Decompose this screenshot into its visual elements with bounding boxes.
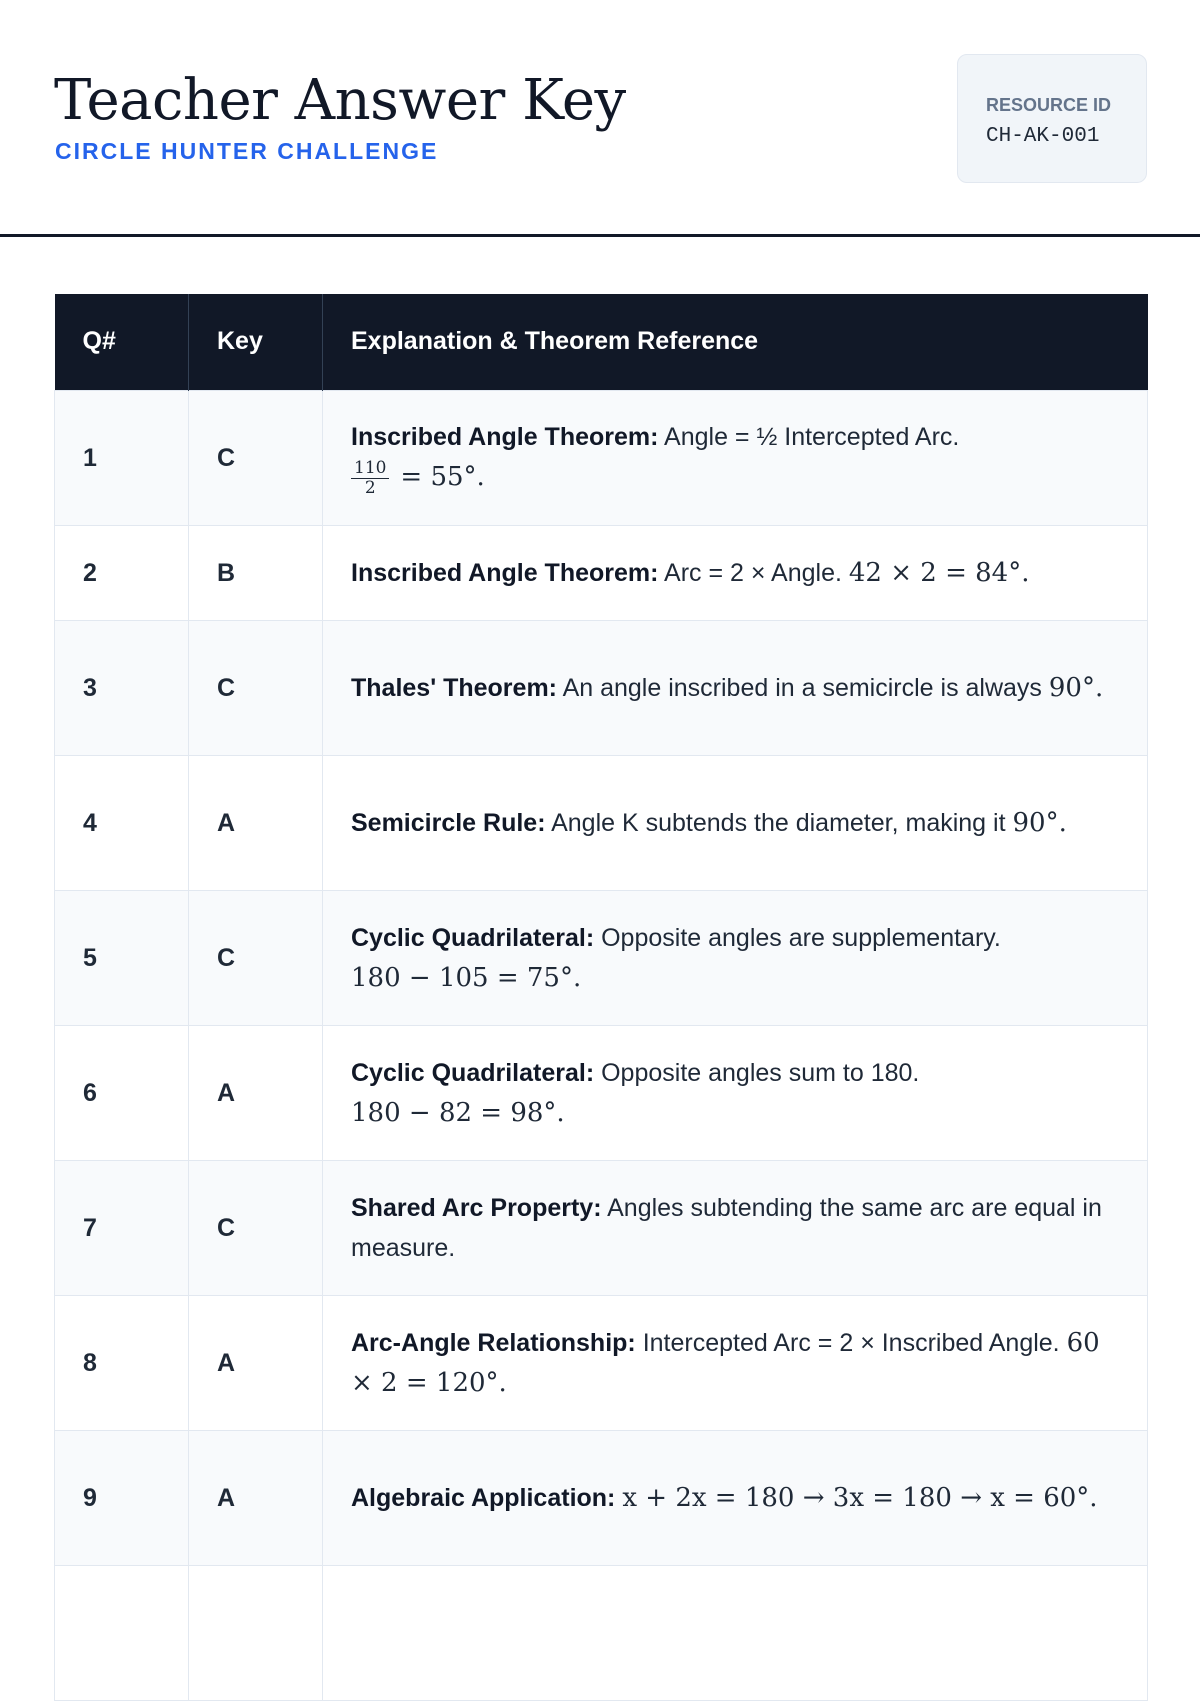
page-subtitle: CIRCLE HUNTER CHALLENGE [55,138,439,164]
column-header-key: Key [189,294,323,390]
explanation-text: Arc = 2 × Angle. [658,558,849,587]
question-number: 2 [55,525,189,620]
question-number: 3 [55,620,189,755]
explanation-text: Opposite angles are supplementary. [594,923,1001,952]
table-row [55,1430,1148,1565]
fraction [351,459,389,498]
theorem-name: Semicircle Rule: [351,808,546,837]
question-number: 5 [55,890,189,1025]
explanation-text: Angle = ½ Intercepted Arc. [658,423,960,452]
table-row [55,1295,1148,1430]
answer-key: C [189,620,323,755]
explanation-text: An angle inscribed in a semicircle is always [557,673,1049,702]
answer-key: A [189,1295,323,1430]
explanation-cell [323,620,1148,755]
table-header-row [55,294,1148,390]
resource-id-label: RESOURCE ID [986,95,1112,115]
explanation-cell [323,1295,1148,1430]
theorem-name: Arc-Angle Relationship: [351,1328,636,1357]
answer-key: C [189,890,323,1025]
question-number: 9 [55,1430,189,1565]
math-expression: 90°. [1012,807,1067,838]
explanation-cell [323,525,1148,620]
math-expression: 180 − 82 = 98°. [351,1097,565,1128]
explanation-cell [323,1565,1148,1700]
explanation-cell [323,755,1148,890]
question-number: 4 [55,755,189,890]
table-row [55,1565,1148,1700]
fraction-numerator: 110 [351,459,389,479]
column-header-question: Q# [55,294,189,390]
fraction-denominator: 2 [364,477,376,498]
table-row [55,620,1148,755]
answer-key: A [189,1025,323,1160]
math-expression: 60 × 2 = 120°. [351,1327,1100,1398]
question-number: 6 [55,1025,189,1160]
question-number [55,1565,189,1700]
answer-key-table [54,294,1148,1701]
math-expression: = 55°. [400,462,485,493]
answer-key: C [189,1160,323,1295]
resource-id-card [957,54,1147,183]
explanation-text: Intercepted Arc = 2 × Inscribed Angle. [635,1328,1067,1357]
explanation-cell [323,390,1148,525]
resource-id-value: CH-AK-001 [986,125,1100,148]
answer-key [189,1565,323,1700]
column-header-explanation: Explanation & Theorem Reference [323,294,1148,390]
answer-key: A [189,755,323,890]
explanation-text: Opposite angles sum to 180. [594,1058,920,1087]
theorem-name: Thales' Theorem: [351,673,557,702]
math-expression: x + 2x = 180 → 3x = 180 → x = 60°. [622,1482,1098,1513]
answer-key: B [189,525,323,620]
explanation-cell [323,1025,1148,1160]
table-row [55,755,1148,890]
page-title: Teacher Answer Key [54,68,626,133]
theorem-name: Cyclic Quadrilateral: [351,923,595,952]
table-row [55,890,1148,1025]
question-number: 8 [55,1295,189,1430]
table-row [55,525,1148,620]
table-row [55,1160,1148,1295]
explanation-cell [323,1430,1148,1565]
theorem-name: Inscribed Angle Theorem: [351,423,659,452]
table-row [55,1025,1148,1160]
theorem-name: Inscribed Angle Theorem: [351,558,659,587]
explanation-cell [323,890,1148,1025]
explanation-text: Angle K subtends the diameter, making it [545,808,1013,837]
math-expression: 90°. [1048,672,1104,703]
theorem-name: Cyclic Quadrilateral: [351,1058,595,1087]
explanation-text: Angles subtending the same arc are equal in measure. [351,1193,1102,1262]
page-header [0,0,1200,237]
math-expression: 42 × 2 = 84°. [848,557,1030,588]
question-number: 7 [55,1160,189,1295]
answer-key: C [189,390,323,525]
theorem-name: Algebraic Application: [351,1483,616,1512]
answer-key: A [189,1430,323,1565]
math-expression: 180 − 105 = 75°. [351,962,582,993]
theorem-name: Shared Arc Property: [351,1193,602,1222]
question-number: 1 [55,390,189,525]
table-row [55,390,1148,525]
explanation-cell [323,1160,1148,1295]
